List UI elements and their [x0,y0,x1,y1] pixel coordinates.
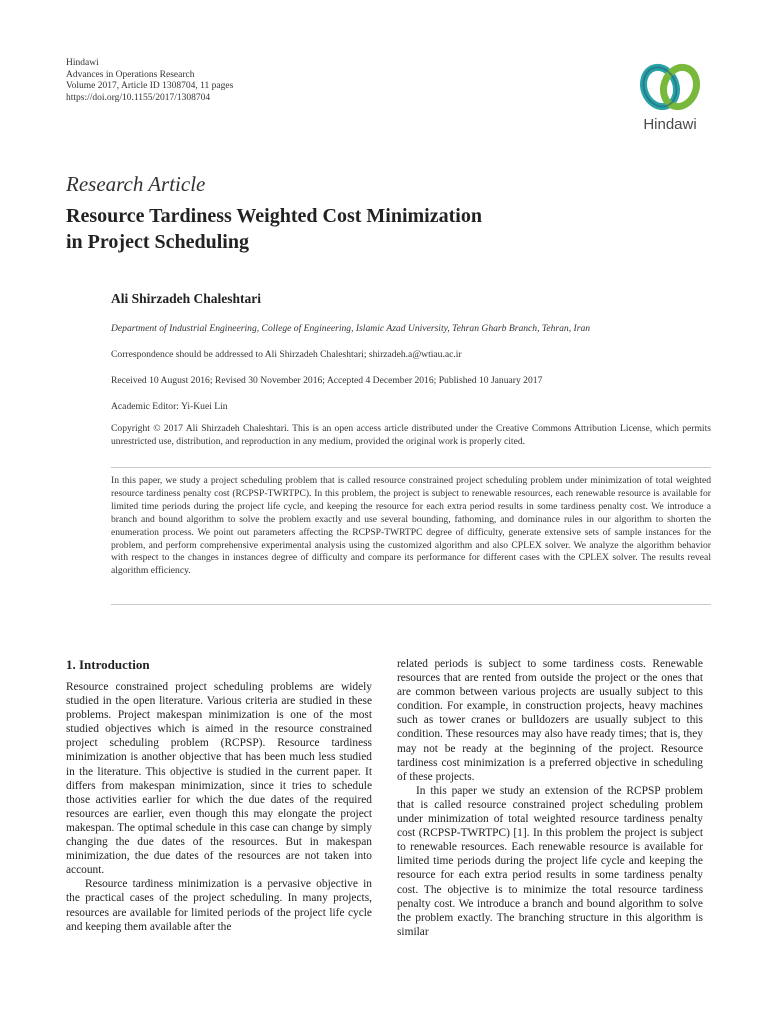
hindawi-logo-icon [628,60,712,116]
abstract-top-rule [111,467,711,468]
affiliation: Department of Industrial Engineering, College of Engineering, Islamic Azad University, Tehran Gharb Branch, Tehran, Iran [111,323,591,334]
title-line-2: in Project Scheduling [66,231,249,253]
body-paragraph: Resource constrained project scheduling problems are widely studied in the open literature. Various criteria are studied in these problems. Project makespan minimization is one of the most studied objectives which is aimed in the resource constrained project scheduling problem (RCPSP). Resource tardiness minimization is another objective that has been much less studied in the literature. This objective is studied in the current paper. It differs from makespan minimization, since it tries to schedule those activities earlier for which the due dates of the required resources are earlier, even though this may elongate the project makespan. The optimal schedule in this case can change by simply changing the due dates of the resources. But in makespan minimization, the due dates of the resources are not taken into account. [66,681,372,877]
body-paragraph: Resource tardiness minimization is a pervasive objective in the practical cases of the project scheduling. In many projects, resources are available for limited periods of the project life cycle and keeping them available after the [66,878,372,933]
publisher-name: Hindawi [66,58,99,68]
title-line-1: Resource Tardiness Weighted Cost Minimization [66,205,482,227]
body-paragraph: In this paper we study an extension of the RCPSP problem that is called resource constrained project scheduling problem under minimization of total weighted resource tardiness penalty cost (RCPSP-TWRTPC) [1]. In this problem the project is subject to renewable resources. Each renewable resource is available for limited time periods during the project life cycle and keeping the resource for each extra period results in some tardiness penalty cost. The objective is to minimize the total resource tardiness penalty cost. We introduce a branch and bound algorithm to solve the problem exactly. The branching structure in this algorithm is similar [397,784,703,938]
article-type: Research Article [66,172,206,196]
body-column-left [66,657,372,934]
section-heading: 1. Introduction [66,657,150,672]
body-column-right [397,657,703,939]
doi-link[interactable]: https://doi.org/10.1155/2017/1308704 [66,92,211,103]
article-title [66,203,686,255]
abstract-bottom-rule [111,604,711,605]
publication-dates: Received 10 August 2016; Revised 30 November 2016; Accepted 4 December 2016; Published 10 January 2017 [111,375,543,386]
copyright-notice: Copyright © 2017 Ali Shirzadeh Chaleshtari. This is an open access article distributed under the Creative Commons Attribution License, which permits unrestricted use, distribution, and reproduction in any medium, provided the original work is properly cited. [111,423,711,447]
hindawi-logo [628,60,712,135]
volume-line: Volume 2017, Article ID 1308704, 11 pages [66,81,234,91]
author-name: Ali Shirzadeh Chaleshtari [111,291,262,306]
body-paragraph: related periods is subject to some tardiness costs. Renewable resources that are rented from outside the project or the ones that are common between various projects are usually subject to this condition. For example, in construction projects, heavy machines such as tower cranes or bulldozers are usually subject to this condition. These resources may also have ready times; that is, they may not be ready at the beginning of the project. Resource tardiness cost minimization is a preferred objective in scheduling of these projects. [397,658,703,783]
journal-name: Advances in Operations Research [66,69,195,80]
abstract-text: In this paper, we study a project scheduling problem that is called resource constrained project scheduling problem under minimization of total weighted resource tardiness penalty cost (RCPSP-TWRTPC). In this problem, the project is subject to renewable resources, each renewable resource is available for limited time periods during the project life cycle, and keeping the resource for each extra period results in some tardiness penalty cost. We introduce a branch and bound algorithm to solve the problem exactly and use several bounding, fathoming, and dominance rules in our algorithm to shorten the enumeration process. We point out parameters affecting the RCPSP-TWRTPC degree of difficulty, generate extensive sets of sample instances for the problem, and perform comprehensive experimental analysis using the customized algorithm and also CPLEX solver. We analyze the algorithm behavior with respect to the changes in instances degree of difficulty and compare its performance for different cases with the CPLEX solver. The results reveal algorithm efficiency. [111,475,711,577]
correspondence: Correspondence should be addressed to Ali Shirzadeh Chaleshtari; shirzadeh.a@wtiau.ac.ir [111,349,462,360]
journal-meta [66,58,233,104]
logo-wordmark: Hindawi [643,116,697,133]
academic-editor: Academic Editor: Yi-Kuei Lin [111,401,228,412]
